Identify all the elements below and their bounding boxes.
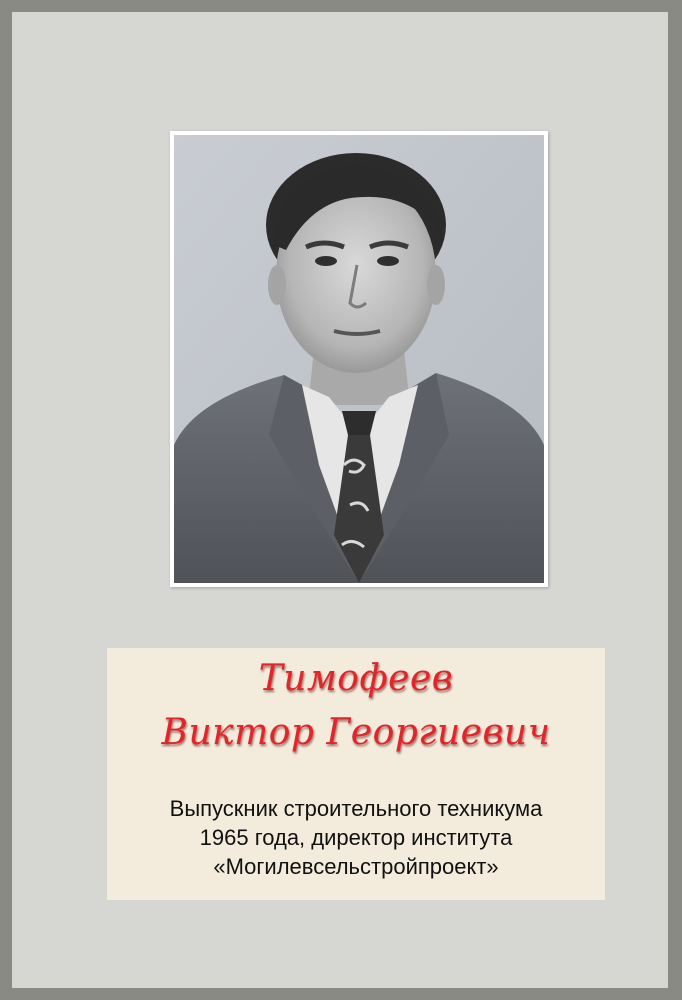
description-text xyxy=(107,794,605,881)
description-line: 1965 года, директор института xyxy=(199,825,513,850)
surname-heading: Тимофеев xyxy=(258,658,454,699)
photo-frame xyxy=(170,131,548,587)
given-name-heading: Виктор Георгиевич xyxy=(161,712,551,753)
description-line: «Могилевсельстройпроект» xyxy=(213,854,499,879)
caption-panel xyxy=(107,648,605,900)
description-line: Выпускник строительного техникума xyxy=(169,796,543,821)
memorial-card xyxy=(12,12,668,988)
portrait-photo-icon xyxy=(174,135,544,583)
